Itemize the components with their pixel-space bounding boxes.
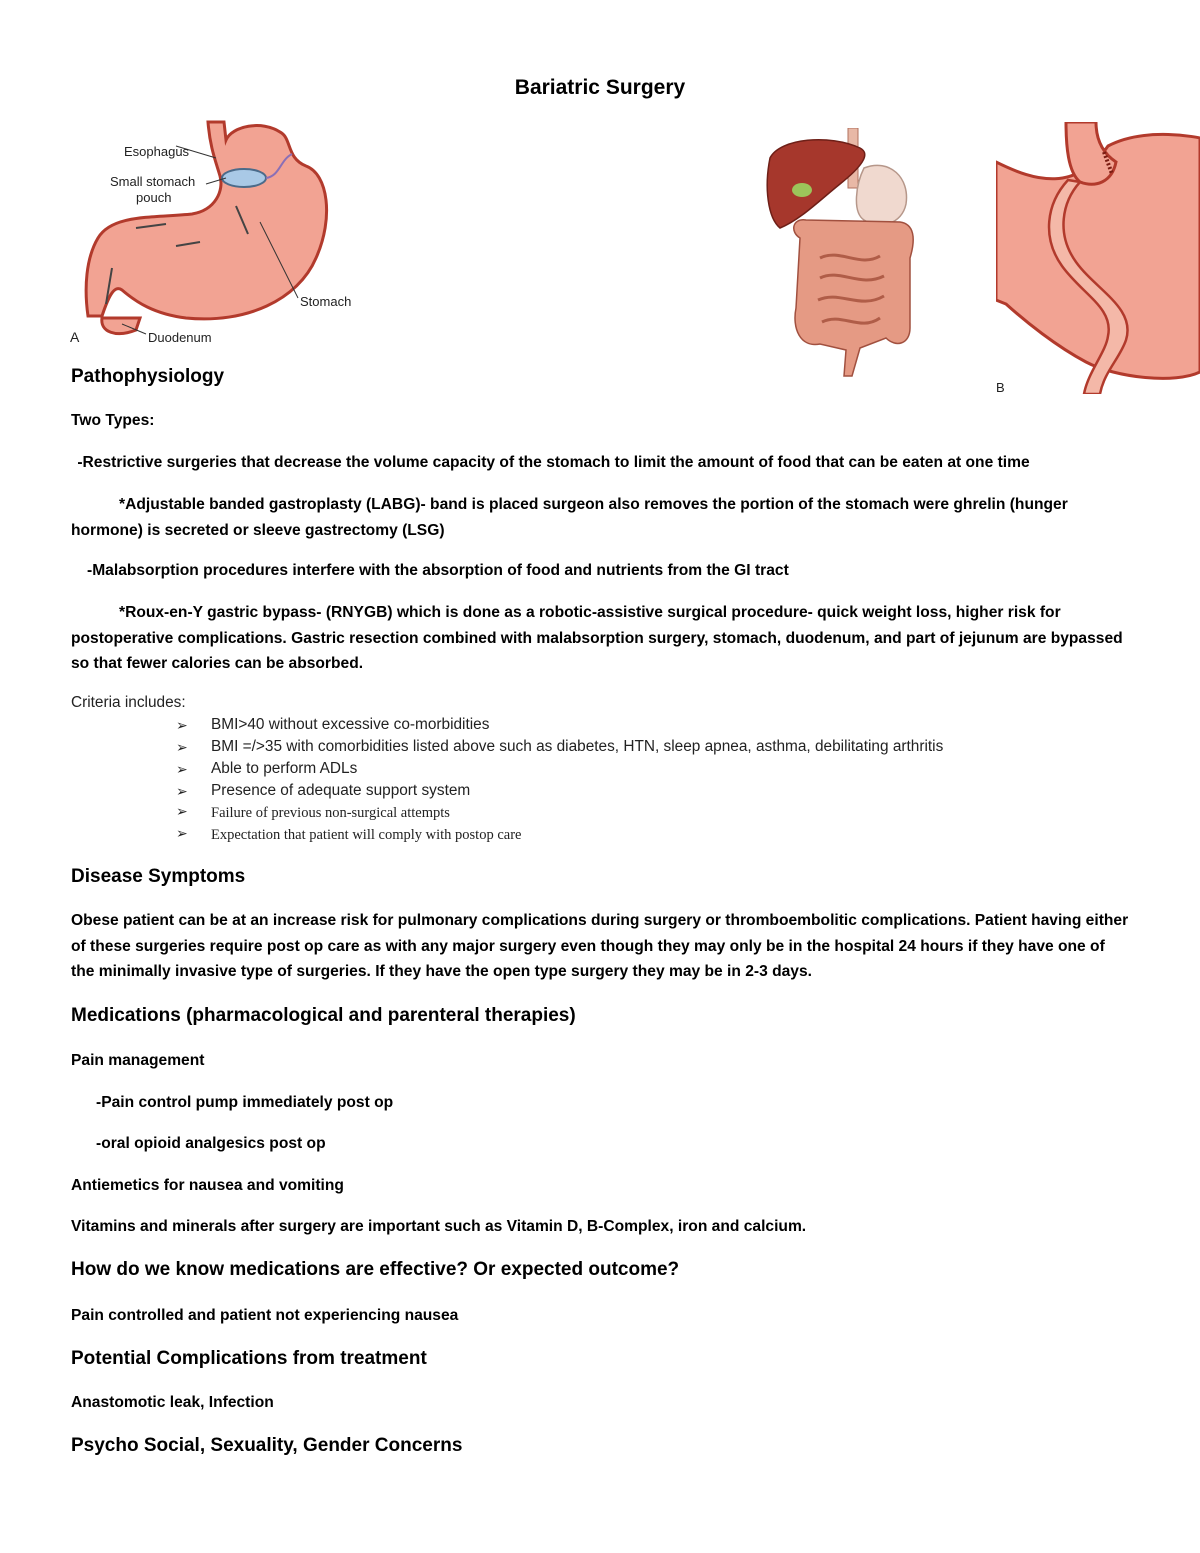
restrictive-paragraph: -Restrictive surgeries that decrease the volume capacity of the stomach to limit the amount of food that can be eaten at one time xyxy=(73,454,1030,471)
two-types-label: Two Types: xyxy=(71,412,155,429)
list-item: ➢ Able to perform ADLs xyxy=(176,758,943,780)
list-item: ➢ Expectation that patient will comply with postop care xyxy=(176,824,943,846)
list-item: ➢ Failure of previous non-surgical attempts xyxy=(176,802,943,824)
panel-letter-a: A xyxy=(70,329,80,345)
effectiveness-paragraph: Pain controlled and patient not experiencing nausea xyxy=(71,1307,459,1324)
label-small-pouch-2: pouch xyxy=(136,190,172,205)
digestive-tract-figure xyxy=(760,128,925,384)
label-small-pouch-1: Small stomach xyxy=(110,174,196,189)
opioid-item: -oral opioid analgesics post op xyxy=(96,1135,326,1152)
gastric-band xyxy=(222,169,266,187)
stomach-illustration xyxy=(86,122,326,319)
list-item: ➢ BMI =/>35 with comorbidities listed above such as diabetes, HTN, sleep apnea, asthma, debilitating arthritis xyxy=(176,736,943,758)
criteria-label: Criteria includes: xyxy=(71,694,186,711)
page-title: Bariatric Surgery xyxy=(514,76,686,99)
label-duodenum: Duodenum xyxy=(148,330,212,345)
disease-symptoms-heading: Disease Symptoms xyxy=(71,866,246,887)
disease-symptoms-paragraph: Obese patient can be at an increase risk for pulmonary complications during surgery or thromboembolitic complications. Patient having either of these surgeries require post op care as with any major surgery even though they may only be in the hospital 24 hours if they have one of the minimally invasive type of surgeries. If they have the open type surgery they may be in 2-3 days. xyxy=(71,912,1129,980)
arrow-bullet-icon: ➢ xyxy=(176,827,188,842)
arrow-bullet-icon: ➢ xyxy=(176,717,188,733)
pathophysiology-heading: Pathophysiology xyxy=(71,366,225,387)
arrow-bullet-icon: ➢ xyxy=(176,739,188,755)
criteria-list xyxy=(176,714,943,846)
labg-paragraph: *Adjustable banded gastroplasty (LABG)- band is placed surgeon also removes the portion of the stomach were ghrelin (hunger hormone) is secreted or sleeve gastrectomy (LSG) xyxy=(71,496,1068,539)
label-esophagus: Esophagus xyxy=(124,144,190,159)
list-item: ➢ BMI>40 without excessive co-morbidities xyxy=(176,714,943,736)
antiemetics-item: Antiemetics for nausea and vomiting xyxy=(71,1177,344,1194)
label-stomach: Stomach xyxy=(300,294,352,309)
vitamins-item: Vitamins and minerals after surgery are important such as Vitamin D, B-Complex, iron and calcium. xyxy=(71,1218,807,1235)
effectiveness-heading: How do we know medications are effective? Or expected outcome? xyxy=(71,1259,680,1280)
roux-en-y-figure xyxy=(996,122,1200,394)
list-item: ➢ Presence of adequate support system xyxy=(176,780,943,802)
rnygb-paragraph: *Roux-en-Y gastric bypass- (RNYGB) which is done as a robotic-assistive surgical procedure- quick weight loss, higher risk for postoperative complications. Gastric resection combined with malabsorption surgery, stomach, duodenum, and part of jejunum are bypassed so that fewer calories can be absorbed. xyxy=(71,604,1123,672)
medications-heading: Medications (pharmacological and parenteral therapies) xyxy=(71,1005,576,1026)
psychosocial-heading: Psycho Social, Sexuality, Gender Concerns xyxy=(71,1435,463,1456)
pain-management-label: Pain management xyxy=(71,1052,205,1069)
arrow-bullet-icon: ➢ xyxy=(176,761,188,777)
complications-heading: Potential Complications from treatment xyxy=(71,1348,427,1369)
complications-paragraph: Anastomotic leak, Infection xyxy=(71,1394,274,1411)
pain-pump-item: -Pain control pump immediately post op xyxy=(96,1094,394,1111)
arrow-bullet-icon: ➢ xyxy=(176,805,188,820)
arrow-bullet-icon: ➢ xyxy=(176,783,188,799)
malabsorption-paragraph: -Malabsorption procedures interfere with the absorption of food and nutrients from the GI tract xyxy=(87,562,789,579)
panel-letter-b: B xyxy=(996,380,1005,394)
intestine-illustration xyxy=(794,220,913,376)
gastric-band-figure xyxy=(66,118,366,350)
